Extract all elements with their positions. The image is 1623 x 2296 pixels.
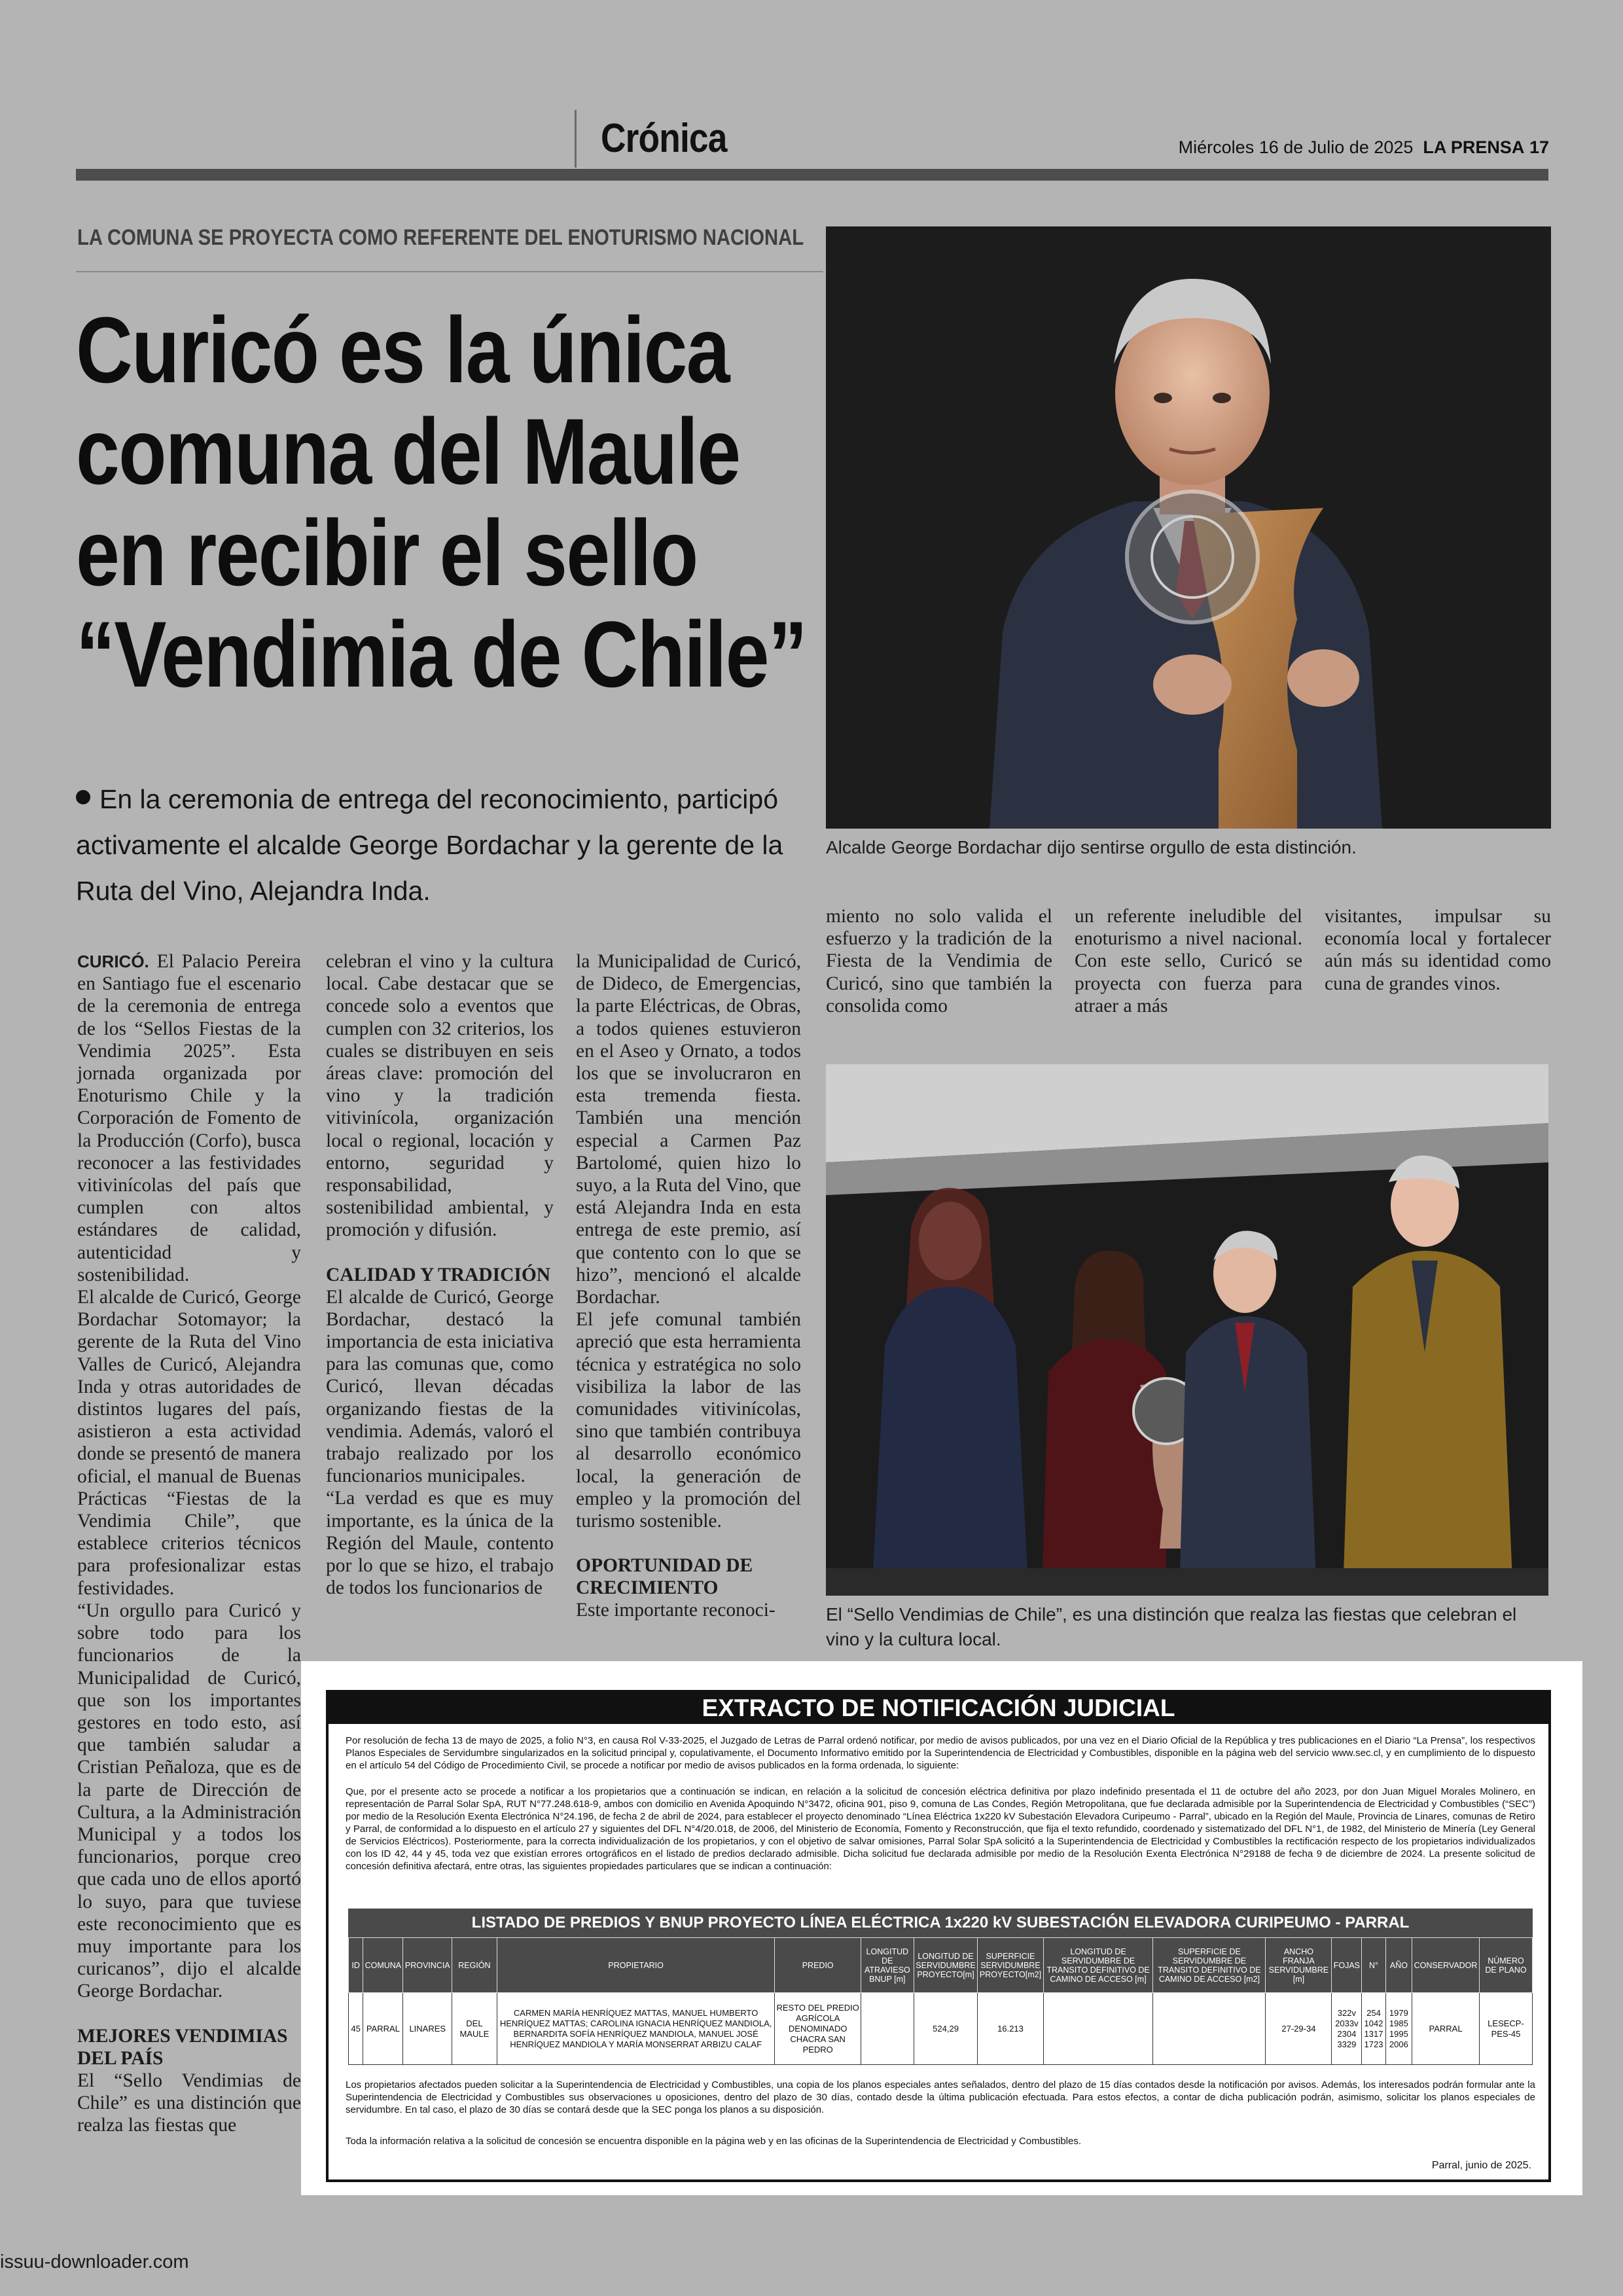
table-header-cell: AÑO (1385, 1938, 1412, 1993)
header-divider (575, 110, 577, 168)
notice-paragraph: Por resolución de fecha 13 de mayo de 2025, a folio N°3, en causa Rol V-33-2025, el Juzgado de Letras de Parral ordenó notificar, por medio de avisos publicados, por una vez en el Diario Oficial de la República y tres publicaciones en el Diario “La Prensa”, los respectivos Planos Especiales de Servidumbre singularizados en la solicitud principal y, copulativamente, el Documento Informativo emitido por la Superintendencia de Electricidad y Combustibles, disponible en la página web del servicio www.sec.cl, y en cumplimiento de lo dispuesto en el artículo 54 del Código de Procedimiento Civil, se procede a notificar por medio de avisos publicados en la forma ordenada, lo siguiente: (346, 1735, 1535, 1771)
article-kicker: LA COMUNA SE PROYECTA COMO REFERENTE DEL ENOTURISMO NACIONAL (77, 225, 804, 250)
paragraph: miento no solo valida el esfuerzo y la tradición de la Fiesta de la Vendimia de Curicó, sino que también la consolida como (826, 906, 1052, 1016)
table-cell: PARRAL (363, 1993, 403, 2065)
issue-date: Miércoles 16 de Julio de 2025 (1178, 137, 1414, 157)
page-number: 17 (1529, 137, 1549, 157)
paragraph: El “Sello Vendimias de Chile” es una distinción que realza las fiestas que (77, 2070, 301, 2136)
table-header-cell: PREDIO (775, 1938, 861, 1993)
table-cell: RESTO DEL PREDIO AGRÍCOLA DENOMINADO CHACRA SAN PEDRO (775, 1993, 861, 2065)
bullet-icon (76, 790, 90, 804)
paragraph: El jefe comunal también apreció que esta herramienta técnica y estratégica no solo visibiliza la labor de las comunidades vitivinícolas, sino que también contribuya al desarrollo económico local, la generación de empleo y la promoción del turismo sostenible. (576, 1309, 801, 1532)
article-column-5 (1075, 905, 1302, 1017)
section-title: Crónica (601, 116, 727, 161)
table-cell (861, 1993, 914, 2065)
photo-caption-2: El “Sello Vendimias de Chile”, es una distinción que realza las fiestas que celebran el vino y la cultura local. (826, 1604, 1517, 1649)
watermark-text: issuu-downloader.com (0, 2251, 189, 2272)
table-header-cell: REGIÓN (452, 1938, 497, 1993)
table-row (349, 1993, 1533, 2065)
photo-group-award (826, 1064, 1548, 1596)
table-header-cell: LONGITUD DE SERVIDUMBRE PROYECTO[m] (914, 1938, 978, 1993)
table-header-cell: SUPERFICIE SERVIDUMBRE PROYECTO[m2] (978, 1938, 1043, 1993)
paragraph: “Un orgullo para Curicó y sobre todo para los funcionarios de la Municipalidad de Curicó, que son los importantes gestores en todo esto, así que también saludar a Cristian Peñaloza, que es de la parte de Dirección de Cultura, a la Administración Municipal y a todos los funcionarios, porque creo que cada uno de ellos aportó lo suyo, para que tuviese este reconocimiento que es muy importante para los curicanos”, dijo el alcalde George Bordachar. (77, 1600, 301, 2002)
paragraph: un referente ineludible del enoturismo a nivel nacional. Con este sello, Curicó se proyecta con fuerza para atraer a más (1075, 906, 1302, 1016)
table-cell (1153, 1993, 1266, 2065)
table-header-row (349, 1938, 1533, 1993)
table-header-cell: LONGITUD DE SERVIDUMBRE DE TRANSITO DEFINITIVO DE CAMINO DE ACCESO [m] (1043, 1938, 1153, 1993)
table-header-cell: PROVINCIA (403, 1938, 452, 1993)
table-cell: PARRAL (1412, 1993, 1480, 2065)
paragraph: celebran el vino y la cultura local. Cabe destacar que se concede solo a eventos que cumplen con 32 criterios, los cuales se distribuyen en seis áreas clave: promoción del vino y la tradición vitivinícola, organización local o regional, locación y entorno, seguridad y responsabilidad, sostenibilidad ambiental, y promoción y difusión. (326, 951, 554, 1241)
photo-caption-1: Alcalde George Bordachar dijo sentirse orgullo de esta distinción. (826, 837, 1357, 857)
paragraph: El Palacio Pereira en Santiago fue el escenario de la ceremonia de entrega de los “Sellos Fiestas de la Vendimia 2025”. Esta jornada organizada por Enoturismo Chile y la Corporación de Fomento de la Producción (Corfo), busca reconocer a las festividades vitivinícolas del país que cumplen con altos estándares de calidad, autenticidad y sostenibilidad. (77, 951, 302, 1285)
table-header-cell: ANCHO FRANJA SERVIDUMBRE [m] (1266, 1938, 1332, 1993)
paragraph: El alcalde de Curicó, George Bordachar, destacó la importancia de esta iniciativa para las comunas que, como Curicó, llevan décadas organizando fiestas de la vendimia. Además, valoró el trabajo realizado por los funcionarios municipales. (326, 1286, 554, 1487)
date-line (1179, 137, 1549, 158)
table-cell (1043, 1993, 1153, 2065)
article-column-2 (326, 950, 554, 1599)
subhead-text: En la ceremonia de entrega del reconocimiento, participó activamente el alcalde George Bordachar y la gerente de la Ruta del Vino, Alejandra Inda. (76, 784, 783, 906)
article-column-3 (576, 950, 801, 1621)
paragraph: Este importante reconoci- (576, 1600, 776, 1621)
table-header-cell: NÚMERO DE PLANO (1480, 1938, 1533, 1993)
subheading-calidad-tradicion: CALIDAD Y TRADICIÓN (326, 1264, 551, 1285)
paragraph: visitantes, impulsar su economía local y fortalecer aún más su identidad como cuna de grandes vinos. (1325, 906, 1551, 994)
table-cell: DEL MAULE (452, 1993, 497, 2065)
newspaper-name: LA PRENSA (1423, 137, 1525, 157)
notice-paragraph: Que, por el presente acto se procede a notificar a los propietarios que a continuación se indican, en relación a la solicitud de concesión eléctrica definitiva por plazo indefinido presentada el 11 de octubre del año 2023, por don Juan Miguel Morales Molinero, en representación de Parral Solar SpA, RUT N°77.248.618-9, ambos con domicilio en Avenida Apoquindo N°3472, oficina 901, piso 9, comuna de Las Condes, Región Metropolitana, que fue declarada admisible por la Superintendencia de Electricidad y Combustibles (“SEC”) por medio de la Resolución Exenta Electrónica N°24.196, de fecha 2 de abril de 2024, para establecer el proyecto denominado “Línea Eléctrica 1x220 kV Subestación Elevadora Curipeumo - Parral”, ubicado en la Región del Maule, Provincia de Linares, comunas de Retiro y Parral, de conformidad a lo dispuesto en el artículo 27 y siguientes del DFL N°4/20.018, de 2006, del Ministerio de Economía, Fomento y Reconstrucción, que fija el texto refundido, coordenado y sistematizado del DFL N°1, de 1982, del Ministerio de Minería (Ley General de Servicios Eléctricos). Posteriormente, para la correcta individualización de los propietarios, y con el objetivo de salvar omisiones, Parral Solar SpA solicitó a la Superintendencia de Electricidad y Combustibles la rectificación respecto de los propietarios individualizados con los ID 42, 44 y 45, toda vez que existían errores ortográficos en el listado de predios declarado admisible. Dicha solicitud fue declarada admisible por medio de la Resolución Exenta Electrónica N°29188 de fecha 9 de diciembre de 2024. La presente solicitud de concesión definitiva afectará, entre otras, las siguientes propiedades particulares que se indican a continuación: (346, 1786, 1535, 1872)
table-cell: LINARES (403, 1993, 452, 2065)
table-cell: 16.213 (978, 1993, 1043, 2065)
kicker-rule (76, 271, 823, 272)
article-column-6 (1325, 905, 1551, 995)
paragraph: El alcalde de Curicó, George Bordachar Sotomayor; la gerente de la Ruta del Vino Valles de Curicó, Alejandra Inda y otras autoridades de distintos lugares del país, asistieron a esta actividad donde se presentó de manera oficial, el manual de Buenas Prácticas “Fiestas de la Vendimia Chile”, que establece criterios técnicos para profesionalizar estas festividades. (77, 1287, 301, 1599)
photo-mayor-illustration (826, 226, 1551, 829)
paragraph: la Municipalidad de Curicó, de Dideco, de Emergencias, la parte Eléctricas, de Obras, a todos quienes estuvieron en el Aseo y Ornato, a todos los que se involucraron en esta tremenda fiesta. También una mención especial a Carmen Paz Bartolomé, quien hizo lo suyo, a la Ruta del Vino, que está Alejandra Inda en esta entrega de este premio, así que contento con lo que se hizo”, mencionó el alcalde Bordachar. (576, 951, 801, 1308)
table-cell: CARMEN MARÍA HENRÍQUEZ MATTAS, MANUEL HUMBERTO HENRÍQUEZ MATTAS; CAROLINA IGNACIA HENRÍQUEZ MANDIOLA, BERNARDITA SOFÍA HENRÍQUEZ MANDIOLA, MANUEL JOSÉ HENRÍQUEZ MANDIOLA Y MARÍA MONSERRAT ARBIZU CALAF (497, 1993, 775, 2065)
table-cell: 524,29 (914, 1993, 978, 2065)
table-header-cell: COMUNA (363, 1938, 403, 1993)
table-header-cell: N° (1362, 1938, 1385, 1993)
table-header-cell: CONSERVADOR (1412, 1938, 1480, 1993)
table-cell: 1979 1985 1995 2006 (1385, 1993, 1412, 2065)
header-rule (76, 169, 1548, 181)
article-column-1 (77, 950, 301, 2136)
article-subhead (76, 776, 815, 914)
notice-title: EXTRACTO DE NOTIFICACIÓN JUDICIAL (329, 1693, 1548, 1724)
paragraph: “La verdad es que es muy importante, es la única de la Región del Maule, contento por lo que se hizo, el trabajo de todos los funcionarios de (326, 1488, 554, 1599)
photo-group-illustration (826, 1064, 1548, 1596)
table-cell: 45 (349, 1993, 363, 2065)
table-header-cell: PROPIETARIO (497, 1938, 775, 1993)
listing-title: LISTADO DE PREDIOS Y BNUP PROYECTO LÍNEA ELÉCTRICA 1x220 kV SUBESTACIÓN ELEVADORA CURIPEUMO - PARRAL (348, 1909, 1533, 1937)
table-cell: 27-29-34 (1266, 1993, 1332, 2065)
article-headline: Curicó es la única comuna del Maule en recibir el sello “Vendimia de Chile” (76, 298, 807, 707)
subheading-mejores-vendimias: MEJORES VENDIMIAS DEL PAÍS (77, 2025, 288, 2069)
subheading-oportunidad: OPORTUNIDAD DE CRECIMIENTO (576, 1555, 753, 1599)
table-header-cell: SUPERFICIE DE SERVIDUMBRE DE TRANSITO DEFINITIVO DE CAMINO DE ACCESO [m2] (1153, 1938, 1266, 1993)
notice-paragraph: Los propietarios afectados pueden solicitar a la Superintendencia de Electricidad y Combustibles, una copia de los planos especiales antes señalados, dentro del plazo de 15 días contados desde la notificación por avisos. Además, los interesados podrán formular ante la Superintendencia de Electricidad y Combustibles sus observaciones u oposiciones, dentro del plazo de 30 días, contado desde la última publicación efectuada. Para estos efectos, a contar de dicha publicación podrán, asimismo, solicitar los planos especiales de servidumbre. En tal caso, el plazo de 30 días se contará desde que la SEC ponga los planos a su disposición. (346, 2079, 1535, 2115)
table-header-cell: FOJAS (1332, 1938, 1362, 1993)
table-cell: 322v 2033v 2304 3329 (1332, 1993, 1362, 2065)
legal-notice (326, 1690, 1551, 2182)
table-cell: 254 1042 1317 1723 (1362, 1993, 1385, 2065)
table-header-cell: LONGITUD DE ATRAVIESO BNUP [m] (861, 1938, 914, 1993)
table-cell: LESECP-PES-45 (1480, 1993, 1533, 2065)
listing-table (348, 1937, 1533, 2065)
notice-signature: Parral, junio de 2025. (1431, 2160, 1531, 2171)
table-header-cell: ID (349, 1938, 363, 1993)
article-column-4 (826, 905, 1052, 1017)
photo-mayor-award (826, 226, 1551, 829)
dateline: CURICÓ. (77, 952, 149, 971)
notice-paragraph: Toda la información relativa a la solicitud de concesión se encuentra disponible en la página web y en las oficinas de la Superintendencia de Electricidad y Combustibles. (346, 2136, 1082, 2147)
